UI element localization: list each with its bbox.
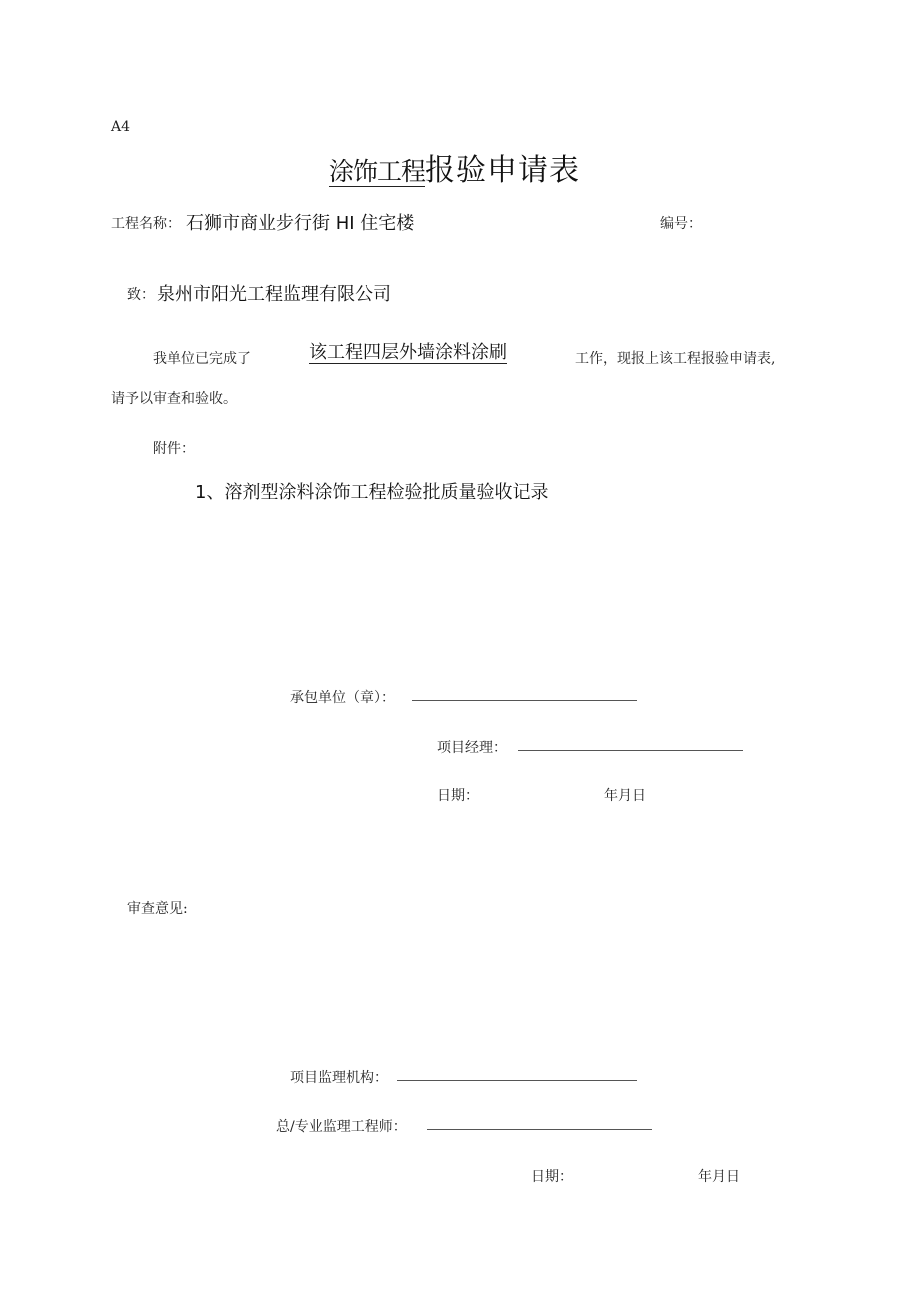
contractor-unit-signature-line[interactable] (412, 700, 637, 701)
recipient-label: 致： (127, 287, 155, 303)
review-date-label: 日期： (531, 1169, 573, 1185)
supervision-agency-signature-line[interactable] (397, 1080, 637, 1081)
project-manager-signature-line[interactable] (518, 750, 743, 751)
recipient-value: 泉州市阳光工程监理有限公司 (157, 284, 391, 305)
project-manager-label: 项目经理： (437, 740, 507, 756)
review-date-suffix: 年月日 (698, 1169, 740, 1185)
review-opinion-label: 审查意见: (127, 901, 188, 917)
statement-prefix: 我单位已完成了 (153, 351, 251, 367)
attachments-label: 附件： (153, 441, 195, 457)
supervision-agency-label: 项目监理机构： (290, 1070, 388, 1086)
project-name-value: 石狮市商业步行街 HI 住宅楼 (186, 213, 415, 234)
title-work-type: 涂饰工程 (329, 157, 426, 186)
page-title (329, 145, 580, 189)
contractor-unit-label: 承包单位（章）： (290, 690, 395, 706)
form-code: A4 (111, 119, 131, 135)
contractor-date-suffix: 年月日 (604, 788, 646, 804)
attachment-item: 1、溶剂型涂料涂饰工程检验批质量验收记录 (195, 482, 549, 503)
number-label: 编号： (660, 216, 702, 232)
supervising-engineer-label: 总/专业监理工程师： (276, 1119, 407, 1135)
project-name-label: 工程名称： (111, 216, 181, 232)
statement-suffix: 工作，现报上该工程报验申请表, (575, 351, 776, 367)
title-form-name: 报验申请表 (425, 153, 581, 188)
contractor-date-label: 日期： (437, 788, 479, 804)
statement-line2: 请予以审查和验收。 (111, 391, 237, 407)
completed-work: 该工程四层外墙涂料涂刷 (309, 342, 507, 363)
supervising-engineer-signature-line[interactable] (427, 1129, 652, 1130)
